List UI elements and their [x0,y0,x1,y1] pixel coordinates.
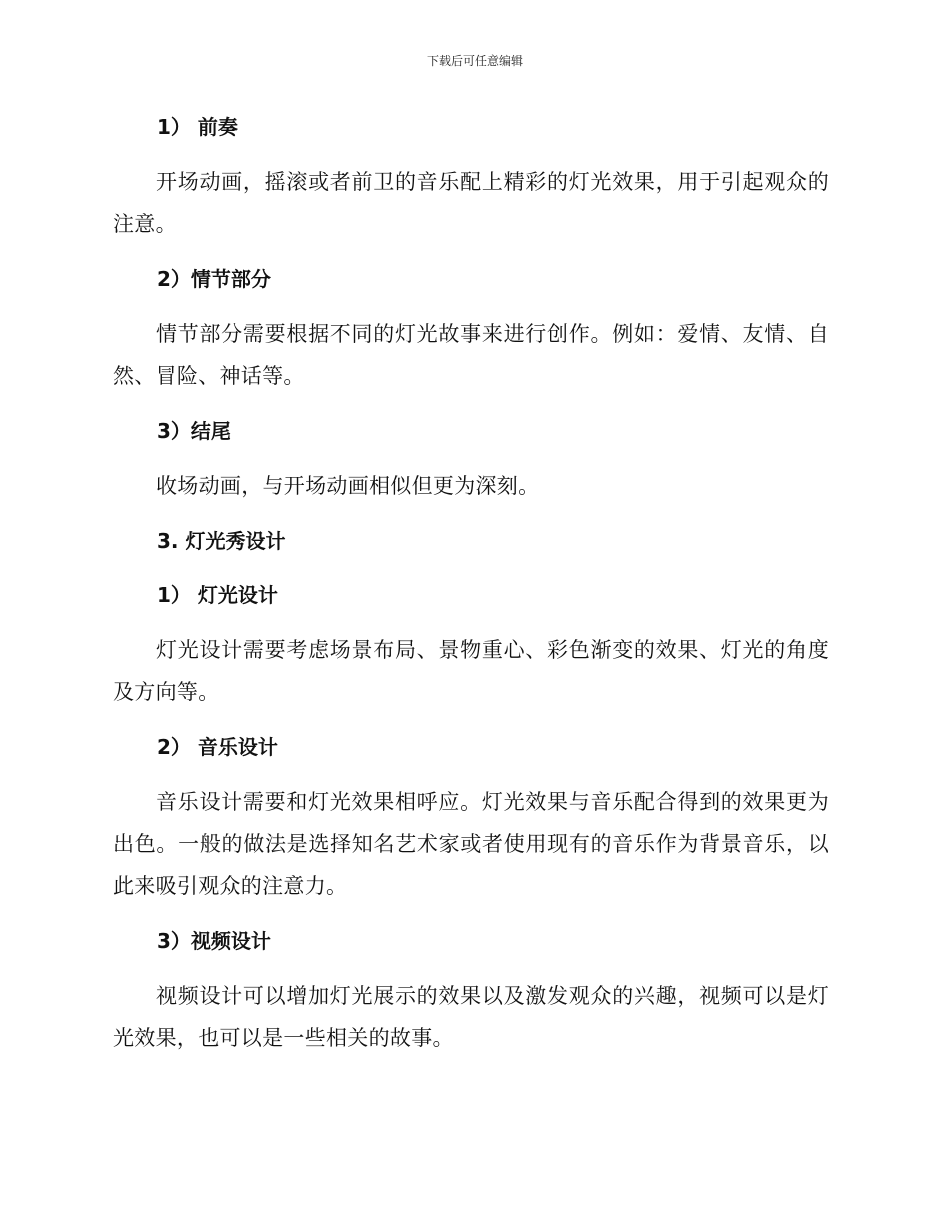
section-heading-plot: 2）情节部分 [157,267,271,291]
section-heading-ending: 3）结尾 [157,419,231,443]
section-heading-lighting-design: 1） 灯光设计 [157,583,278,607]
paragraph-video-design: 视频设计可以增加灯光展示的效果以及激发观众的兴趣，视频可以是灯光效果，也可以是一些相关的故事。 [113,984,829,1050]
section-heading-prelude: 1） 前奏 [157,115,238,139]
section-heading-light-show-design: 3. 灯光秀设计 [157,529,286,553]
page-header: 下载后可任意编辑 [426,54,523,68]
paragraph-ending: 收场动画，与开场动画相似但更为深刻。 [156,474,540,498]
paragraph-music-design: 音乐设计需要和灯光效果相呼应。灯光效果与音乐配合得到的效果更为出色。一般的做法是选择知名艺术家或者使用现有的音乐作为背景音乐，以此来吸引观众的注意力。 [113,790,829,898]
section-heading-video-design: 3）视频设计 [157,929,271,953]
section-heading-music-design: 2） 音乐设计 [157,735,278,759]
paragraph-plot: 情节部分需要根据不同的灯光故事来进行创作。例如：爱情、友情、自然、冒险、神话等。 [113,322,829,388]
paragraph-lighting-design: 灯光设计需要考虑场景布局、景物重心、彩色渐变的效果、灯光的角度及方向等。 [113,638,829,704]
paragraph-prelude: 开场动画，摇滚或者前卫的音乐配上精彩的灯光效果，用于引起观众的注意。 [113,170,829,236]
